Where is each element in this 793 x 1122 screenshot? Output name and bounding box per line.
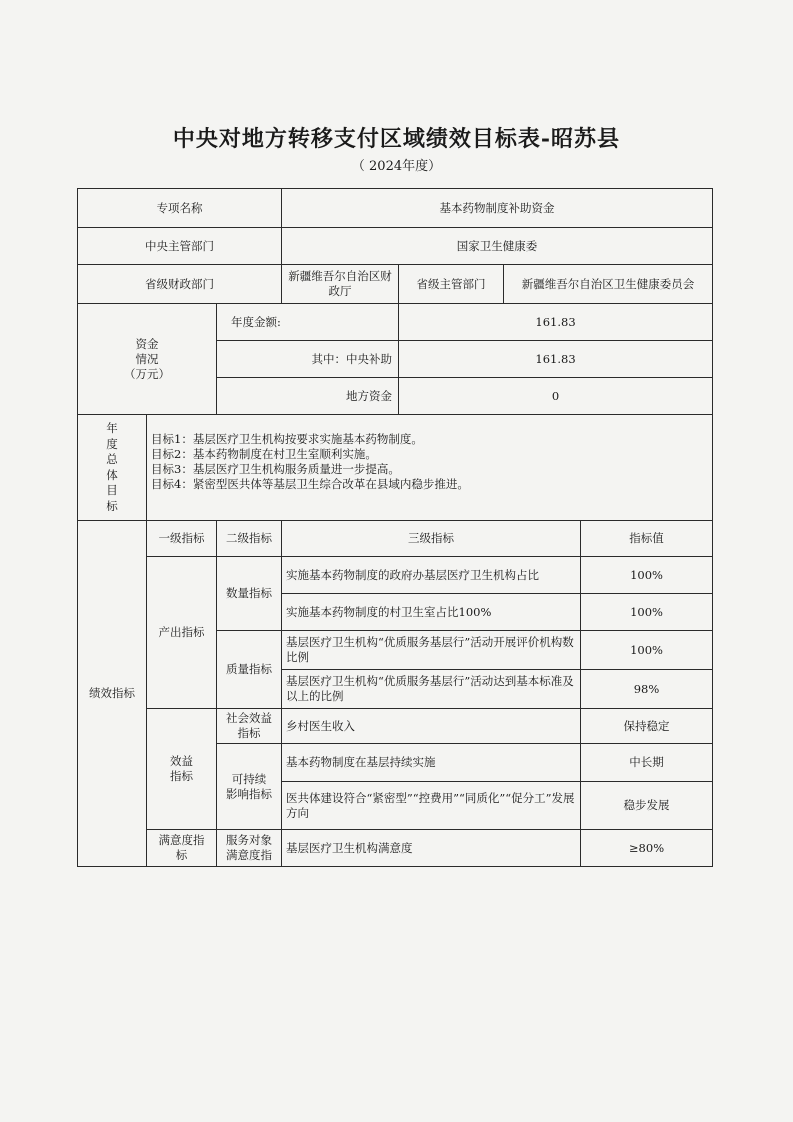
page-subtitle: （ 2024年度） [351, 159, 442, 174]
funds-label [78, 304, 217, 415]
indicator-value: 中长期 [581, 744, 713, 782]
header-level3: 三级指标 [282, 521, 581, 557]
indicator-value: 100% [581, 594, 713, 631]
performance-goal-table [77, 188, 713, 867]
indicator-name: 基本药物制度在基层持续实施 [282, 744, 581, 782]
annual-goals-label-char: 标 [106, 498, 118, 513]
row-project-name [78, 189, 713, 228]
quantity-indicator-label: 数量指标 [217, 557, 282, 631]
row-annual-amount [78, 304, 713, 341]
service-satisfaction-label [217, 830, 282, 867]
project-name-value: 基本药物制度补助资金 [282, 189, 713, 228]
row-annual-goals [78, 415, 713, 521]
annual-goals-content [147, 415, 713, 521]
effect-label-line2: 指标 [170, 769, 193, 783]
annual-amount-value: 161.83 [399, 304, 713, 341]
prov-finance-value: 新疆维吾尔自治区财政厅 [282, 265, 399, 304]
local-funds-value: 0 [399, 378, 713, 415]
central-subsidy-label: 其中：中央补助 [217, 341, 399, 378]
indicator-value: 稳步发展 [581, 782, 713, 830]
social-label-line1: 社会效益 [226, 711, 272, 725]
annual-goals-label-char: 目 [106, 483, 118, 497]
effect-indicator-label [147, 709, 217, 830]
sustain-label-line1: 可持续 [231, 771, 267, 786]
page-title: 中央对地方转移支付区域绩效目标表-昭苏县 [172, 126, 621, 152]
goal-item: 目标4：紧密型医共体等基层卫生综合改革在县域内稳步推进。 [151, 477, 469, 491]
effect-label-line1: 效益 [170, 754, 193, 768]
goal-item: 目标2：基本药物制度在村卫生室顺利实施。 [151, 447, 377, 461]
header-level1: 一级指标 [147, 521, 217, 557]
prov-dept-value: 新疆维吾尔自治区卫生健康委员会 [504, 265, 713, 304]
local-funds-label: 地方资金 [217, 378, 399, 415]
annual-goals-label-char: 年 [106, 421, 118, 435]
goal-item: 目标1：基层医疗卫生机构按要求实施基本药物制度。 [151, 432, 423, 446]
header-value: 指标值 [581, 521, 713, 557]
table-row [78, 557, 713, 594]
satisfaction-indicator-label [147, 830, 217, 867]
sustain-label-line2: 影响指标 [226, 786, 272, 801]
prov-dept-label: 省级主管部门 [399, 265, 504, 304]
central-dept-value: 国家卫生健康委 [282, 228, 713, 265]
service-label-line2: 满意度指 [226, 848, 272, 862]
performance-section-label: 绩效指标 [78, 521, 147, 867]
output-indicator-label: 产出指标 [147, 557, 217, 709]
indicator-name: 实施基本药物制度的政府办基层医疗卫生机构占比 [282, 557, 581, 594]
satisfaction-label-line1: 满意度指 [158, 833, 205, 847]
service-label-line1: 服务对象 [226, 833, 272, 847]
indicator-value: 保持稳定 [581, 709, 713, 744]
central-dept-label: 中央主管部门 [78, 228, 282, 265]
header-level2: 二级指标 [217, 521, 282, 557]
central-subsidy-value: 161.83 [399, 341, 713, 378]
funds-label-line3: （万元） [124, 366, 170, 381]
annual-goals-label-char: 体 [106, 467, 118, 482]
project-name-label: 专项名称 [78, 189, 282, 228]
annual-goals-label [78, 415, 147, 521]
social-indicator-label [217, 709, 282, 744]
indicator-value: 98% [581, 670, 713, 709]
funds-label-line1: 资金 [135, 336, 159, 351]
indicator-name: 实施基本药物制度的村卫生室占比100% [282, 594, 581, 631]
table-row [78, 830, 713, 867]
indicator-name: 基层医疗卫生机构“优质服务基层行”活动开展评价机构数比例 [282, 631, 581, 670]
annual-goals-label-char: 总 [106, 452, 118, 466]
indicator-name: 乡村医生收入 [282, 709, 581, 744]
indicator-name: 基层医疗卫生机构“优质服务基层行”活动达到基本标准及以上的比例 [282, 670, 581, 709]
satisfaction-label-line2: 标 [175, 848, 188, 862]
indicator-name: 医共体建设符合“紧密型”“控费用”“同质化”“促分工”发展方向 [282, 782, 581, 830]
annual-amount-label: 年度金额: [217, 304, 399, 341]
row-provincial [78, 265, 713, 304]
annual-goals-label-char: 度 [106, 436, 118, 451]
indicator-value: 100% [581, 631, 713, 670]
funds-label-line2: 情况 [135, 351, 159, 366]
quality-indicator-label: 质量指标 [217, 631, 282, 709]
goal-item: 目标3：基层医疗卫生机构服务质量进一步提高。 [151, 462, 400, 476]
prov-finance-label: 省级财政部门 [78, 265, 282, 304]
social-label-line2: 指标 [237, 726, 261, 740]
table-row [78, 709, 713, 744]
indicator-value: ≥80% [581, 830, 713, 867]
indicator-value: 100% [581, 557, 713, 594]
sustainability-indicator-label [217, 744, 282, 830]
row-central-dept [78, 228, 713, 265]
row-indicator-header [78, 521, 713, 557]
indicator-name: 基层医疗卫生机构满意度 [282, 830, 581, 867]
